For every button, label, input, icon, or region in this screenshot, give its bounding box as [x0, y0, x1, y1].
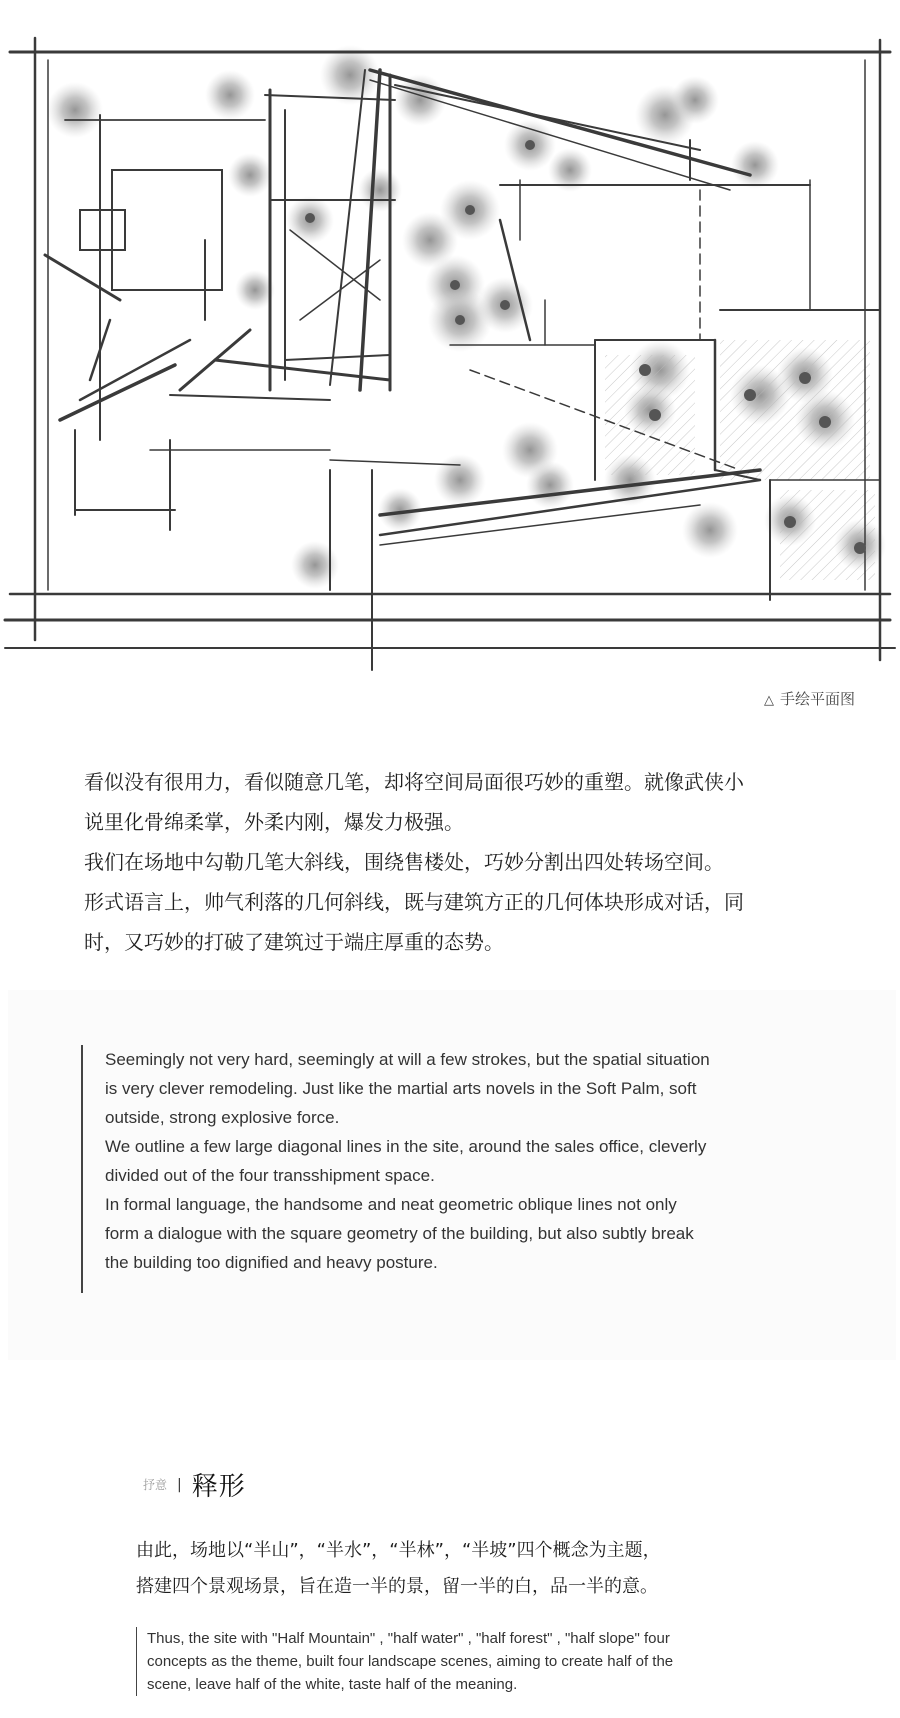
paragraph-line: In formal language, the handsome and neat geometric oblique lines not only — [105, 1195, 677, 1214]
paragraph-line: the building too dignified and heavy posture. — [105, 1253, 438, 1272]
paragraph-line: We outline a few large diagonal lines in the site, around the sales office, cleverly — [105, 1137, 707, 1156]
paragraph-line: concepts as the theme, built four landscape scenes, aiming to create half of the — [147, 1653, 674, 1670]
paragraph-line: divided out of the four transshipment space. — [105, 1166, 435, 1185]
site-plan-drawing — [0, 0, 900, 672]
paragraph-line: outside, strong explosive force. — [105, 1108, 340, 1127]
paragraph-line: 我们在场地中勾勒几笔大斜线，围绕售楼处，巧妙分割出四处转场空间。 — [84, 850, 724, 874]
paragraph-line: form a dialogue with the square geometry of the building, but also subtly break — [105, 1224, 694, 1243]
section-chinese — [136, 1533, 836, 1605]
intro-english-quote — [81, 1045, 825, 1293]
figure-caption — [764, 688, 855, 709]
section-separator: | — [177, 1476, 182, 1493]
paragraph-line: is very clever remodeling. Just like the martial arts novels in the Soft Palm, soft — [105, 1079, 697, 1098]
paragraph-line: Seemingly not very hard, seemingly at will a few strokes, but the spatial situation — [105, 1050, 710, 1069]
section-english-quote — [136, 1627, 787, 1696]
paragraph-line: 说里化骨绵柔掌，外柔内刚，爆发力极强。 — [84, 810, 464, 834]
paragraph-line: 搭建四个景观场景，旨在造一半的景，留一半的白，品一半的意。 — [136, 1576, 658, 1597]
section-heading — [143, 1466, 246, 1503]
caption-text: 手绘平面图 — [779, 690, 855, 708]
paragraph-line: 由此，场地以“半山”，“半水”，“半林”，“半坡”四个概念为主题， — [136, 1540, 661, 1561]
triangle-outline-icon: △ — [763, 693, 774, 708]
tree-canopies — [47, 45, 886, 589]
section-title: 释形 — [191, 1472, 246, 1502]
paragraph-line: Thus, the site with "Half Mountain" , "half water" , "half forest" , "half slope" four — [147, 1630, 670, 1647]
paragraph-line: scene, leave half of the white, taste half of the meaning. — [147, 1676, 518, 1693]
intro-chinese — [84, 762, 824, 962]
site-plan-sketch — [0, 0, 900, 672]
paragraph-line: 形式语言上，帅气利落的几何斜线，既与建筑方正的几何体块形成对话，同 — [84, 890, 744, 914]
paragraph-line: 看似没有很用力，看似随意几笔，却将空间局面很巧妙的重塑。就像武侠小 — [84, 770, 744, 794]
paragraph-line: 时，又巧妙的打破了建筑过于端庄厚重的态势。 — [84, 930, 504, 954]
section-kicker: 抒意 — [143, 1478, 168, 1492]
